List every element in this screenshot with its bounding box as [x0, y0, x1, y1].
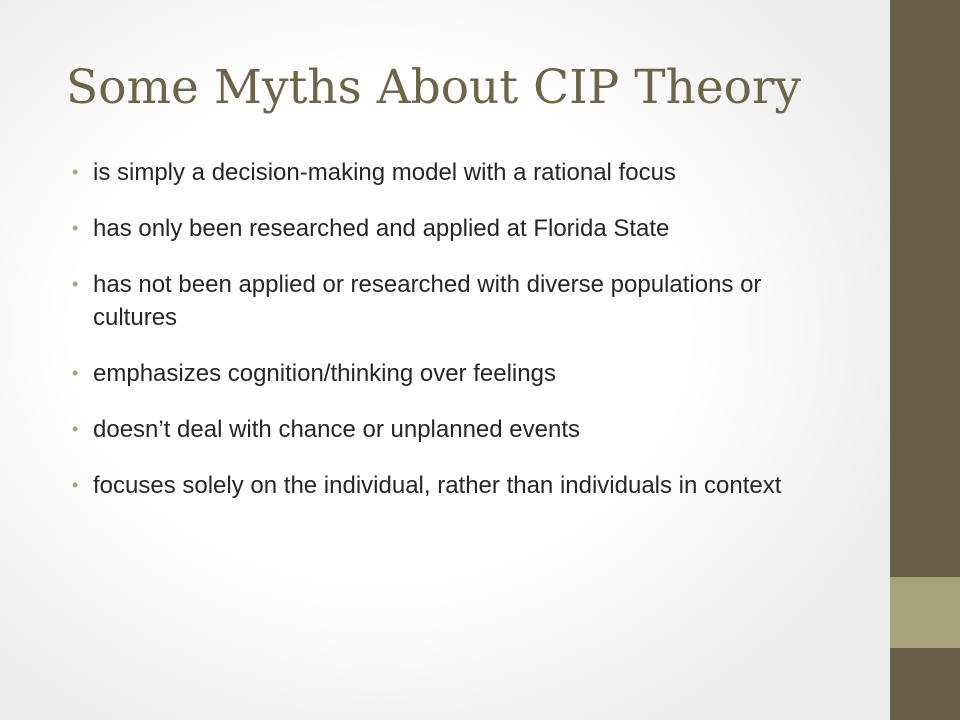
bullet-item — [72, 156, 792, 189]
bullet-text: has not been applied or researched with diverse populations or cultures — [93, 271, 762, 331]
side-accent-block — [890, 577, 960, 648]
bullet-dot: • — [72, 218, 79, 238]
bullet-dot: • — [72, 162, 79, 182]
bullet-item — [72, 413, 792, 446]
bullet-dot: • — [72, 419, 79, 439]
bullet-item — [72, 268, 792, 334]
bullet-item — [72, 469, 792, 502]
bullet-text: doesn’t deal with chance or unplanned events — [93, 416, 581, 443]
bullet-list — [72, 156, 792, 525]
bullet-dot: • — [72, 363, 79, 383]
bullet-dot: • — [72, 274, 79, 294]
bullet-text: has only been researched and applied at Florida State — [93, 215, 670, 242]
bullet-text: emphasizes cognition/thinking over feelings — [93, 360, 556, 387]
slide-title: Some Myths About CIP Theory — [66, 60, 801, 115]
bullet-text: is simply a decision-making model with a rational focus — [93, 159, 676, 186]
bullet-text: focuses solely on the individual, rather than individuals in context — [93, 472, 782, 499]
bullet-item — [72, 357, 792, 390]
bullet-dot: • — [72, 475, 79, 495]
bullet-item — [72, 212, 792, 245]
